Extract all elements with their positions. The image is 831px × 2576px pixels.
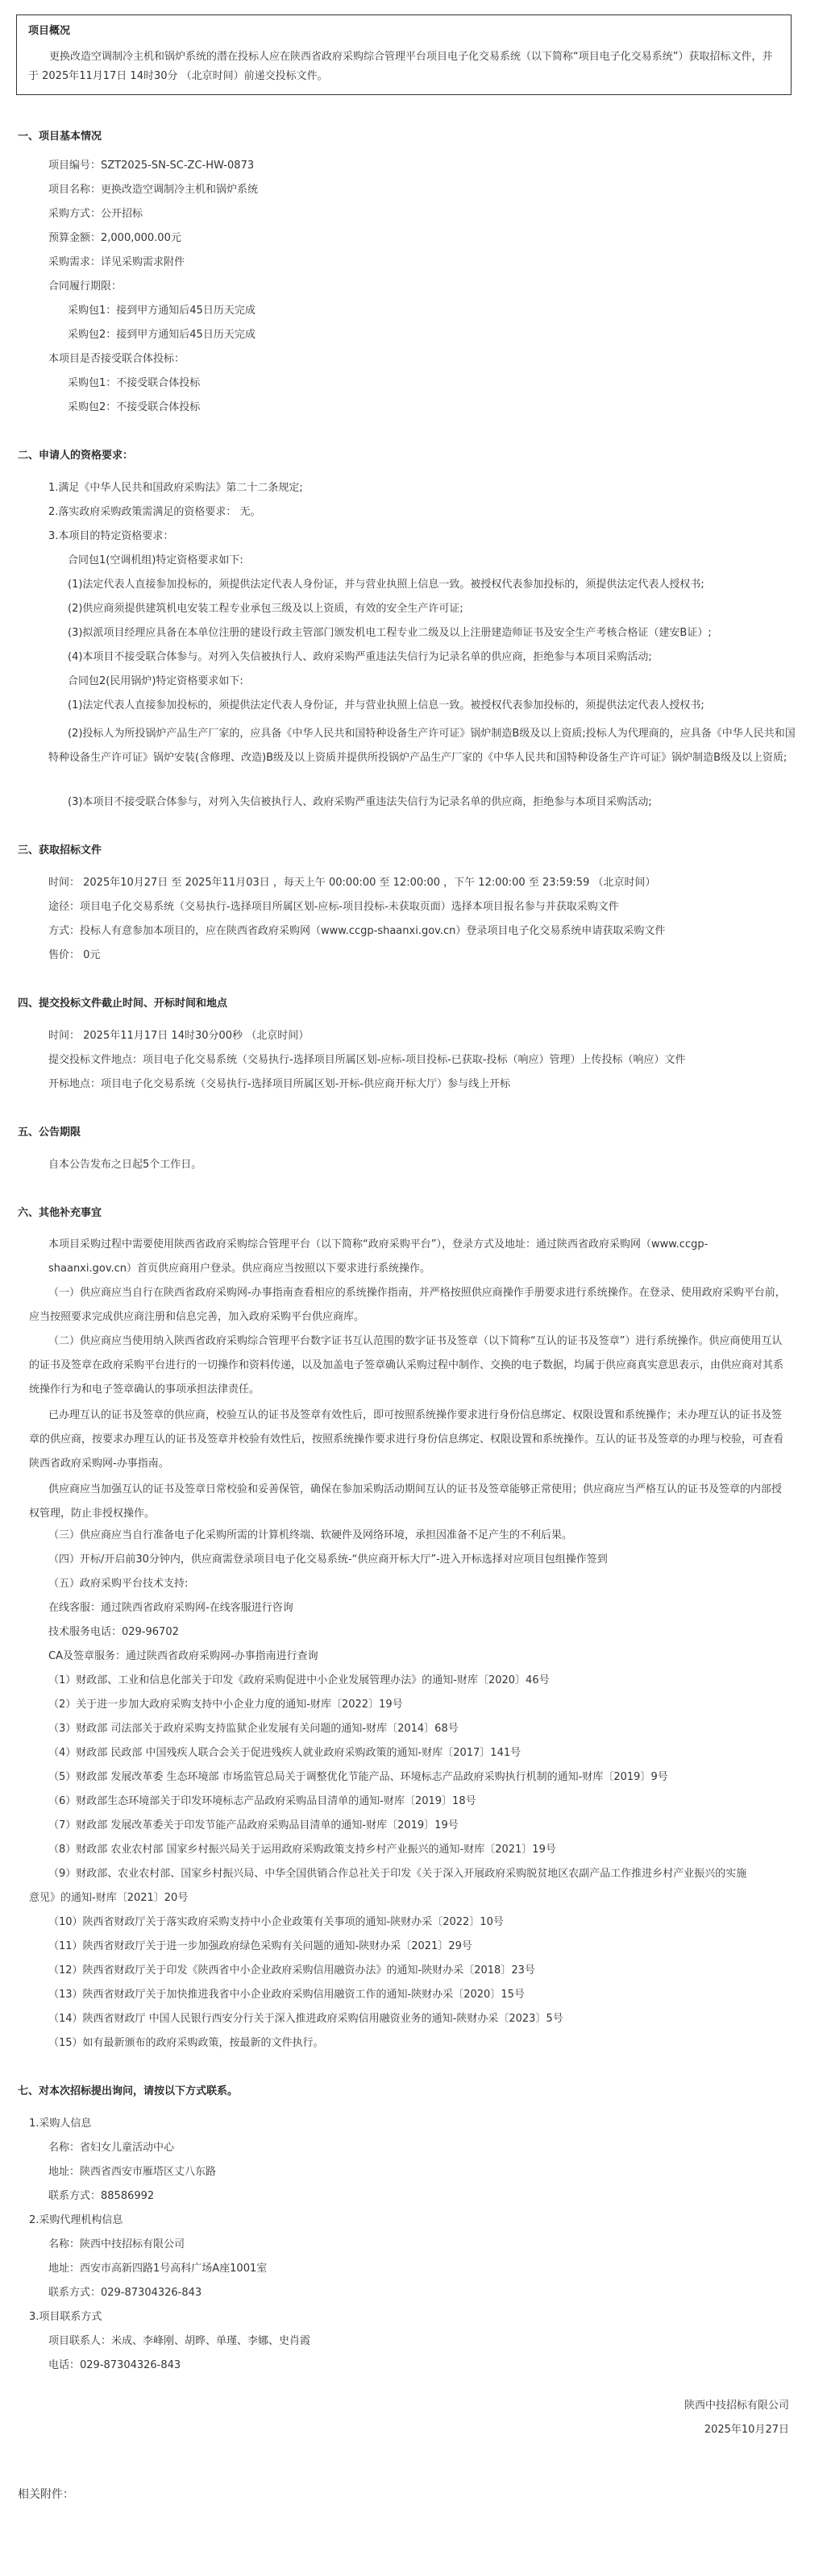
contract-period-pkg2: 采购包2：接到甲方通知后45日历天完成 (68, 329, 256, 341)
announcement-period: 自本公告发布之日起5个工作日。 (48, 1159, 202, 1171)
agency-name: 名称：陕西中技招标有限公司 (48, 2238, 185, 2250)
supplement-2: （二）供应商应当使用纳入陕西省政府采购综合管理平台数字证书互认范围的数字证书及签章（以下简称“互认的证书及签章”）进行系统操作。供应商使用互认的证书及签章在政府采购平台进行的一切操作和资料传递，以及加盖电子签章确认采购过程中制作、交换的电子数据，均属于供应商真实意思表示，由供应商对其系统操作行为和电子签章确认的事项承担法律责任。 (29, 1335, 784, 1396)
policy-item-9: （9）财政部、农业农村部、国家乡村振兴局、中华全国供销合作总社关于印发《关于深入开展政府采购脱贫地区农副产品工作推进乡村产业振兴的实施 (48, 1868, 747, 1880)
policy-item-11: （11）陕西省财政厅关于进一步加强政府绿色采购有关问题的通知-陕财办采〔2021〕29号 (48, 1940, 472, 1952)
section-2-title: 二、申请人的资格要求： (18, 450, 134, 462)
project-number: 项目编号：SZT2025-SN-SC-ZC-HW-0873 (48, 160, 255, 172)
consortium-pkg1: 采购包1：不接受联合体投标 (68, 377, 201, 389)
submit-location: 提交投标文件地点：项目电子化交易系统（交易执行-选择项目所属区划-应标-项目投标-已获取-投标（响应）管理）上传投标（响应）文件 (48, 1054, 686, 1066)
policy-item-5: （5）财政部 发展改革委 生态环境部 市场监管总局关于调整优化节能产品、环境标志产品政府采购执行机制的通知-财库〔2019〕9号 (48, 1771, 668, 1783)
qualification-3: 3.本项目的特定资格要求： (48, 530, 174, 542)
package-2-req-2: (2)投标人为所投锅炉产品生产厂家的，应具备《中华人民共和国特种设备生产许可证》锅炉制造B级及以上资质;投标人为代理商的，应具备《中华人民共和国特种设备生产许可证》锅炉安装(含修理、改造)B级及以上资质并提供所投锅炉产品生产厂家的《中华人民共和国特种设备生产许可证》锅炉制造B级及以上资质; (48, 728, 796, 764)
overview-box (16, 15, 792, 95)
ca-service: CA及签章服务：通过陕西省政府采购网-办事指南进行查询 (48, 1650, 318, 1662)
purchaser-info-title: 1.采购人信息 (29, 2118, 92, 2130)
project-contact-phone: 电话：029-87304326-843 (48, 2359, 181, 2371)
section-7-title: 七、对本次招标提出询问，请按以下方式联系。 (18, 2085, 239, 2097)
agency-info-title: 2.采购代理机构信息 (29, 2214, 123, 2226)
package-1-req-1: (1)法定代表人直接参加投标的，须提供法定代表人身份证，并与营业执照上信息一致。被授权代表参加投标的，须提供法定代表人授权书; (68, 579, 704, 591)
section-1-title: 一、项目基本情况 (18, 131, 102, 143)
supplement-4: 供应商应当加强互认的证书及签章日常校验和妥善保管，确保在参加采购活动期间互认的证书及签章能够正常使用；供应商应当严格互认的证书及签章的内部授权管理，防止非授权操作。 (29, 1483, 783, 1520)
document-price: 售价： 0元 (48, 949, 101, 961)
supplement-5: （三）供应商应当自行准备电子化采购所需的计算机终端、软硬件及网络环境，承担因准备不足产生的不利后果。 (48, 1529, 573, 1541)
policy-item-12: （12）陕西省财政厅关于印发《陕西省中小企业政府采购信用融资办法》的通知-陕财办采〔2018〕23号 (48, 1964, 535, 1977)
agency-phone: 联系方式：029-87304326-843 (48, 2287, 202, 2299)
policy-item-8: （8）财政部 农业农村部 国家乡村振兴局关于运用政府采购政策支持乡村产业振兴的通知-财库〔2021〕19号 (48, 1844, 556, 1856)
attachments-label: 相关附件： (18, 2488, 74, 2501)
section-6-title: 六、其他补充事宜 (18, 1207, 102, 1219)
purchaser-name: 名称：省妇女儿童活动中心 (48, 2142, 175, 2154)
signature-org: 陕西中技招标有限公司 (683, 2400, 789, 2412)
obtain-route: 途径：项目电子化交易系统（交易执行-选择项目所属区划-应标-项目投标-未获取页面）选择本项目报名参与并获取采购文件 (48, 901, 619, 913)
policy-item-6: （6）财政部生态环境部关于印发环境标志产品政府采购品目清单的通知-财库〔2019〕18号 (48, 1795, 476, 1807)
policy-item-10: （10）陕西省财政厅关于落实政府采购支持中小企业政策有关事项的通知-陕财办采〔2022〕10号 (48, 1916, 504, 1928)
supplement-6: （四）开标/开启前30分钟内，供应商需登录项目电子化交易系统-“供应商开标大厅”-进入开标选择对应项目包组操作签到 (48, 1553, 608, 1566)
signature-date: 2025年10月27日 (704, 2424, 789, 2436)
online-support: 在线客服：通过陕西省政府采购网-在线客服进行咨询 (48, 1602, 293, 1614)
policy-item-4: （4）财政部 民政部 中国残疾人联合会关于促进残疾人就业政府采购政策的通知-财库〔2017〕141号 (48, 1747, 521, 1759)
package-1-req-2: (2)供应商须提供建筑机电安装工程专业承包三级及以上资质，有效的安全生产许可证; (68, 603, 463, 615)
supplement-intro: 本项目采购过程中需要使用陕西省政府采购综合管理平台（以下简称“政府采购平台”），登录方式及地址：通过陕西省政府采购网（www.ccgp-shaanxi.gov.cn）首页供应商用户登录。供应商应当按照以下要求进行系统操作。 (48, 1238, 708, 1275)
package-1-requirements: 合同包1(空调机组)特定资格要求如下: (68, 554, 243, 566)
package-2-req-1: (1)法定代表人直接参加投标的，须提供法定代表人身份证，并与营业执照上信息一致。被授权代表参加投标的，须提供法定代表人授权书; (68, 699, 704, 711)
consortium-pkg2: 采购包2：不接受联合体投标 (68, 401, 201, 413)
policy-item-14: （14）陕西省财政厅 中国人民银行西安分行关于深入推进政府采购信用融资业务的通知-陕财办采〔2023〕5号 (48, 2013, 563, 2025)
overview-text: 更换改造空调制冷主机和锅炉系统的潜在投标人应在陕西省政府采购综合管理平台项目电子化交易系统（以下简称“项目电子化交易系统”）获取招标文件，并于 2025年11月17日 14时30分 （北京时间）前递交投标文件。 (28, 51, 773, 82)
contract-period-label: 合同履行期限： (48, 280, 123, 292)
qualification-2: 2.落实政府采购政策需满足的资格要求： 无。 (48, 506, 261, 518)
project-contacts: 项目联系人：米成、李峰刚、胡晔、单瑾、李娜、史肖霞 (48, 2335, 311, 2347)
supplement-7: （五）政府采购平台技术支持: (48, 1578, 189, 1590)
budget-amount: 预算金额：2,000,000.00元 (48, 232, 181, 244)
procurement-method: 采购方式：公开招标 (48, 208, 143, 220)
policy-item-13: （13）陕西省财政厅关于加快推进我省中小企业政府采购信用融资工作的通知-陕财办采〔2020〕15号 (48, 1989, 525, 2001)
policy-item-9-cont: 意见》的通知-财库〔2021〕20号 (29, 1892, 189, 1904)
section-5-title: 五、公告期限 (18, 1126, 81, 1139)
section-4-title: 四、提交投标文件截止时间、开标时间和地点 (18, 998, 228, 1010)
policy-item-15: （15）如有最新颁布的政府采购政策，按最新的文件执行。 (48, 2037, 324, 2049)
supplement-1: （一）供应商应当自行在陕西省政府采购网-办事指南查看相应的系统操作指南，并严格按照供应商操作手册要求进行系统操作。在登录、使用政府采购平台前，应当按照要求完成供应商注册和信息完善，加入政府采购平台供应商库。 (29, 1287, 786, 1323)
procurement-demand: 采购需求：详见采购需求附件 (48, 256, 185, 268)
contract-period-pkg1: 采购包1：接到甲方通知后45日历天完成 (68, 305, 256, 317)
overview-title: 项目概况 (28, 25, 71, 37)
section-3-title: 三、获取招标文件 (18, 844, 102, 857)
policy-item-2: （2）关于进一步加大政府采购支持中小企业力度的通知-财库〔2022〕19号 (48, 1699, 403, 1711)
support-phone: 技术服务电话：029-96702 (48, 1626, 179, 1638)
purchaser-phone: 联系方式：88586992 (48, 2190, 155, 2202)
package-2-requirements: 合同包2(民用锅炉)特定资格要求如下: (68, 675, 243, 687)
project-contact-title: 3.项目联系方式 (29, 2311, 102, 2323)
obtain-method: 方式：投标人有意参加本项目的，应在陕西省政府采购网（www.ccgp-shaanxi.gov.cn）登录项目电子化交易系统申请获取采购文件 (48, 925, 666, 937)
obtain-time: 时间： 2025年10月27日 至 2025年11月03日 ，每天上午 00:00:00 至 12:00:00 ，下午 12:00:00 至 23:59:59 （北京时间） (48, 877, 656, 889)
package-1-req-4: (4)本项目不接受联合体参与。对列入失信被执行人、政府采购严重违法失信行为记录名单的供应商，拒绝参与本项目采购活动; (68, 651, 652, 663)
project-name: 项目名称：更换改造空调制冷主机和锅炉系统 (48, 184, 259, 196)
qualification-1: 1.满足《中华人民共和国政府采购法》第二十二条规定; (48, 482, 303, 494)
supplement-3: 已办理互认的证书及签章的供应商，校验互认的证书及签章有效性后，即可按照系统操作要求进行身份信息绑定、权限设置和系统操作；未办理互认的证书及签章的供应商，按要求办理互认的证书及签章并校验有效性后，按照系统操作要求进行身份信息绑定、权限设置和系统操作。互认的证书及签章的办理与校验，可查看陕西省政府采购网-办事指南。 (29, 1409, 784, 1470)
package-2-req-3: (3)本项目不接受联合体参与，对列入失信被执行人、政府采购严重违法失信行为记录名单的供应商，拒绝参与本项目采购活动; (68, 796, 652, 808)
agency-address: 地址：西安市高新四路1号高科广场A座1001室 (48, 2263, 268, 2275)
purchaser-address: 地址：陕西省西安市雁塔区丈八东路 (48, 2166, 217, 2178)
opening-location: 开标地点：项目电子化交易系统（交易执行-选择项目所属区划-开标-供应商开标大厅）参与线上开标 (48, 1078, 511, 1090)
policy-item-3: （3）财政部 司法部关于政府采购支持监狱企业发展有关问题的通知-财库〔2014〕68号 (48, 1723, 459, 1735)
deadline-time: 时间： 2025年11月17日 14时30分00秒 （北京时间） (48, 1030, 310, 1042)
policy-item-7: （7）财政部 发展改革委关于印发节能产品政府采购品目清单的通知-财库〔2019〕19号 (48, 1819, 459, 1831)
package-1-req-3: (3)拟派项目经理应具备在本单位注册的建设行政主管部门颁发机电工程专业二级及以上注册建造师证书及安全生产考核合格证（建安B证）; (68, 627, 712, 639)
policy-item-1: （1）财政部、工业和信息化部关于印发《政府采购促进中小企业发展管理办法》的通知-财库〔2020〕46号 (48, 1674, 550, 1686)
consortium-label: 本项目是否接受联合体投标： (48, 353, 185, 365)
